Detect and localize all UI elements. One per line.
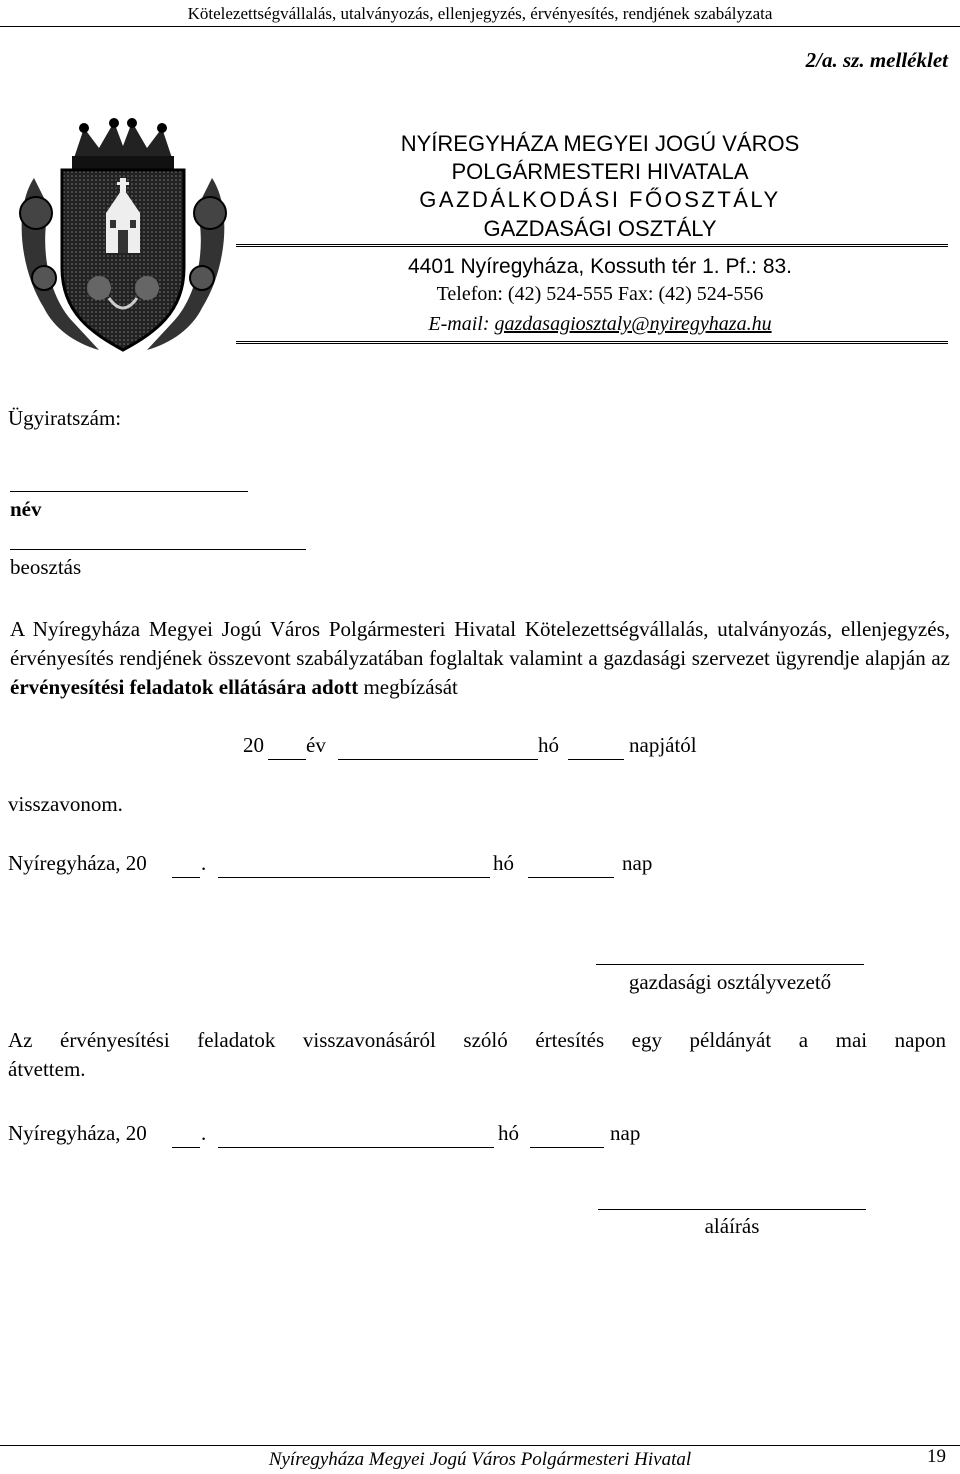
body-text-part-1: A Nyíregyháza Megyei Jogú Város Polgármesteri Hivatal Kötelezettségvállalás, utalványozás, ellenjegyzés, érvényesítés rendjének összevont szabályzatában foglaltak valamint a gazdasági szervezet ügyrendje alapján az bbox=[10, 617, 950, 670]
institution-address: 4401 Nyíregyháza, Kossuth tér 1. Pf.: 83. bbox=[407, 255, 793, 278]
body-paragraph bbox=[10, 615, 950, 702]
position-field-line bbox=[10, 549, 306, 550]
institution-divider bbox=[236, 244, 948, 247]
institution-line-1: NYÍREGYHÁZA MEGYEI JOGÚ VÁROS bbox=[400, 131, 800, 156]
day-blank bbox=[568, 759, 624, 760]
institution-line-4: GAZDASÁGI OSZTÁLY bbox=[483, 216, 717, 241]
position-label: beosztás bbox=[10, 555, 82, 579]
date-prefix: 20 bbox=[243, 733, 264, 757]
footer-rule bbox=[0, 1445, 960, 1446]
revoke-text: visszavonom. bbox=[8, 792, 123, 816]
institution-line-3: GAZDÁLKODÁSI FŐOSZTÁLY bbox=[419, 187, 781, 212]
institution-email-line bbox=[250, 313, 950, 336]
coat-of-arms-emblem bbox=[14, 118, 232, 356]
institution-phone: Telefon: (42) 524-555 Fax: (42) 524-556 bbox=[436, 283, 764, 305]
from-day-label: napjától bbox=[629, 733, 697, 757]
year-label: év bbox=[306, 733, 326, 757]
file-number-label: Ügyiratszám: bbox=[8, 406, 122, 430]
place-date-2-day-blank bbox=[530, 1147, 604, 1148]
place-date-2-place: Nyíregyháza, 20 bbox=[8, 1121, 147, 1145]
institution-bottom-divider bbox=[236, 341, 948, 344]
signature-1-label: gazdasági osztályvezető bbox=[628, 970, 832, 994]
signature-2-line bbox=[598, 1209, 866, 1210]
month-label: hó bbox=[538, 733, 559, 757]
email-label: E-mail: bbox=[428, 313, 495, 335]
place-date-1-place: Nyíregyháza, 20 bbox=[8, 851, 147, 875]
place-date-1-year-blank bbox=[172, 877, 200, 878]
place-date-1-day-blank bbox=[528, 877, 614, 878]
month-blank bbox=[338, 759, 538, 760]
place-date-2-month-blank bbox=[218, 1147, 494, 1148]
name-label: név bbox=[10, 497, 42, 521]
signature-2-label: aláírás bbox=[704, 1214, 760, 1238]
body-text-bold: érvényesítési feladatok ellátására adott bbox=[10, 675, 359, 699]
page-number: 19 bbox=[927, 1446, 946, 1467]
signature-1-line bbox=[596, 964, 864, 965]
receipt-line-2: átvettem. bbox=[8, 1057, 86, 1081]
place-date-1-dot: . bbox=[201, 851, 207, 875]
annex-label: 2/a. sz. melléklet bbox=[805, 48, 948, 72]
place-date-2-year-blank bbox=[172, 1147, 200, 1148]
place-date-1-month-label: hó bbox=[493, 851, 514, 875]
header-rule bbox=[0, 26, 960, 27]
institution-line-2: POLGÁRMESTERI HIVATALA bbox=[451, 159, 749, 184]
running-header: Kötelezettségvállalás, utalványozás, ellenjegyzés, érvényesítés, rendjének szabályzata bbox=[187, 4, 773, 23]
place-date-2-month-label: hó bbox=[498, 1121, 519, 1145]
place-date-2-dot: . bbox=[201, 1121, 207, 1145]
footer-text: Nyíregyháza Megyei Jogú Város Polgármesteri Hivatal bbox=[268, 1449, 692, 1470]
name-field-line bbox=[10, 491, 248, 492]
year-blank bbox=[268, 759, 306, 760]
email-link[interactable]: gazdasagiosztaly@nyiregyhaza.hu bbox=[494, 313, 772, 335]
place-date-1-month-blank bbox=[218, 877, 490, 878]
body-text-part-2: megbízását bbox=[358, 675, 458, 699]
place-date-2-day-label: nap bbox=[610, 1121, 641, 1145]
receipt-line-1: Az érvényesítési feladatok visszavonásáról szóló értesítés egy példányát a mai napon bbox=[8, 1028, 946, 1052]
place-date-1-day-label: nap bbox=[622, 851, 653, 875]
